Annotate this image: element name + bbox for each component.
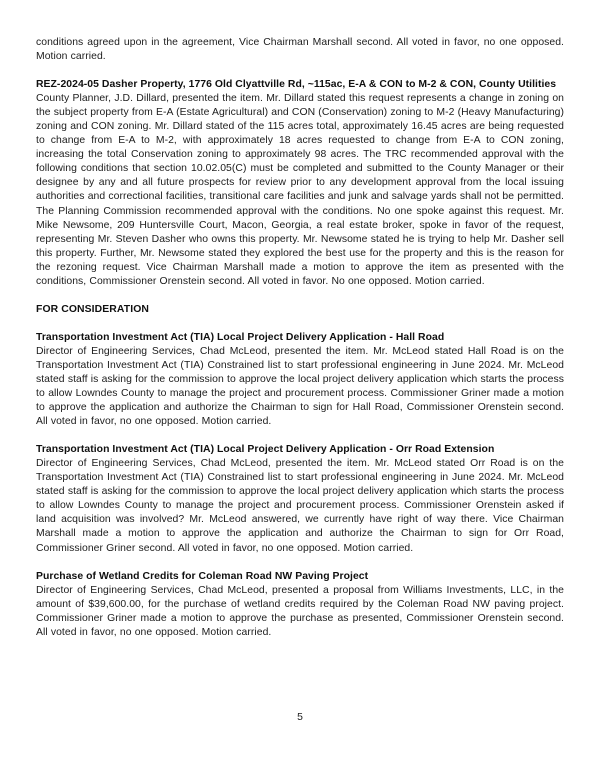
paragraph-spacer bbox=[36, 556, 564, 570]
paragraph-spacer bbox=[36, 429, 564, 443]
heading-wetland-credits: Purchase of Wetland Credits for Coleman Road NW Paving Project bbox=[36, 570, 369, 582]
paragraph-spacer bbox=[36, 64, 564, 78]
paragraph-tia-hall-road: Director of Engineering Services, Chad McLeod, presented the item. Mr. McLeod stated Hall Road is on the Transportation Investment Act (TIA) Constrained list to start professional engineering in June 2024. Mr. McLeod stated staff is asking for the commission to approve the local project delivery application which starts the process to allow Lowndes County to manage the project and procurement process. Commissioner Griner made a motion to approve the application and authorize the Chairman to sign for Hall Road, Commissioner Orenstein second. All voted in favor, no one opposed. Motion carried. bbox=[36, 345, 564, 428]
paragraph-wetland-credits: Director of Engineering Services, Chad McLeod, presented a proposal from Williams Investments, LLC, in the amount of $39,600.00, for the purchase of wetland credits required by the Coleman Road NW paving project. Commissioner Griner made a motion to approve the purchase as presented, Commissioner Orenstein second. All voted in favor, no one opposed. Motion carried. bbox=[36, 584, 564, 638]
page-content bbox=[36, 36, 564, 640]
page-number: 5 bbox=[297, 712, 303, 723]
heading-tia-orr-road: Transportation Investment Act (TIA) Local Project Delivery Application - Orr Road Extension bbox=[36, 444, 495, 456]
paragraph-rez-2024-05: County Planner, J.D. Dillard, presented the item. Mr. Dillard stated this request represents a change in zoning on the subject property from E-A (Estate Agricultural) and CON (Conservation) zoning to M-2 (Heavy Manufacturing) zoning and CON zoning. Mr. Dillard stated of the 115 acres total, approximately 16.45 acres are being requested to change from E-A to M-2, with approximately 18 acres requested to change from E-A to CON zoning, increasing the total Conservation zoning to approximately 98 acres. The TRC recommended approval with the following conditions that section 10.02.05(C) must be completed and submitted to the County Manager or their designee by any and all future prospects for review prior to any development approval from the local issuing authorities and correctional facilities, transitional care facilities and junk and salvage yards shall not be permitted. The Planning Commission recommended approval with the conditions. No one spoke against this request. Mr. Mike Newsome, 209 Huntersville Court, Macon, Georgia, a real estate broker, spoke in favor of the request, representing Mr. Steven Dasher who owns this property. Mr. Newsome stated he is trying to help Mr. Dasher sell this property. Further, Mr. Newsome stated they explored the best use for the property and this is the reason for the rezoning request. Vice Chairman Marshall made a motion to approve the item as presented with the conditions, Commissioner Orenstein second. All voted in favor. No one opposed. Motion carried. bbox=[36, 93, 564, 287]
paragraph-spacer bbox=[36, 317, 564, 331]
heading-tia-hall-road: Transportation Investment Act (TIA) Local Project Delivery Application - Hall Road bbox=[36, 331, 445, 343]
heading-for-consideration: FOR CONSIDERATION bbox=[36, 303, 149, 315]
heading-rez-2024-05: REZ-2024-05 Dasher Property, 1776 Old Clyattville Rd, ~115ac, E-A & CON to M-2 & CON, County Utilities bbox=[36, 79, 557, 91]
paragraph-tia-orr-road: Director of Engineering Services, Chad McLeod, presented the item. Mr. McLeod stated Orr Road is on the Transportation Investment Act (TIA) Constrained list to start professional engineering in June 2024. Mr. McLeod stated staff is asking for the commission to approve the local project delivery application which starts the process to allow Lowndes County to manage the project and procurement process. Commissioner Orenstein asked if land acquisition was involved? Mr. McLeod answered, we currently have right of way there. Vice Chairman Marshall made a motion to approve the application and authorize the Chairman to sign for Orr Road, Commissioner Griner second. All voted in favor, no one opposed. Motion carried. bbox=[36, 458, 564, 554]
paragraph-spacer bbox=[36, 289, 564, 303]
continued-paragraph: conditions agreed upon in the agreement, Vice Chairman Marshall second. All voted in favor, no one opposed. Motion carried. bbox=[36, 37, 564, 63]
